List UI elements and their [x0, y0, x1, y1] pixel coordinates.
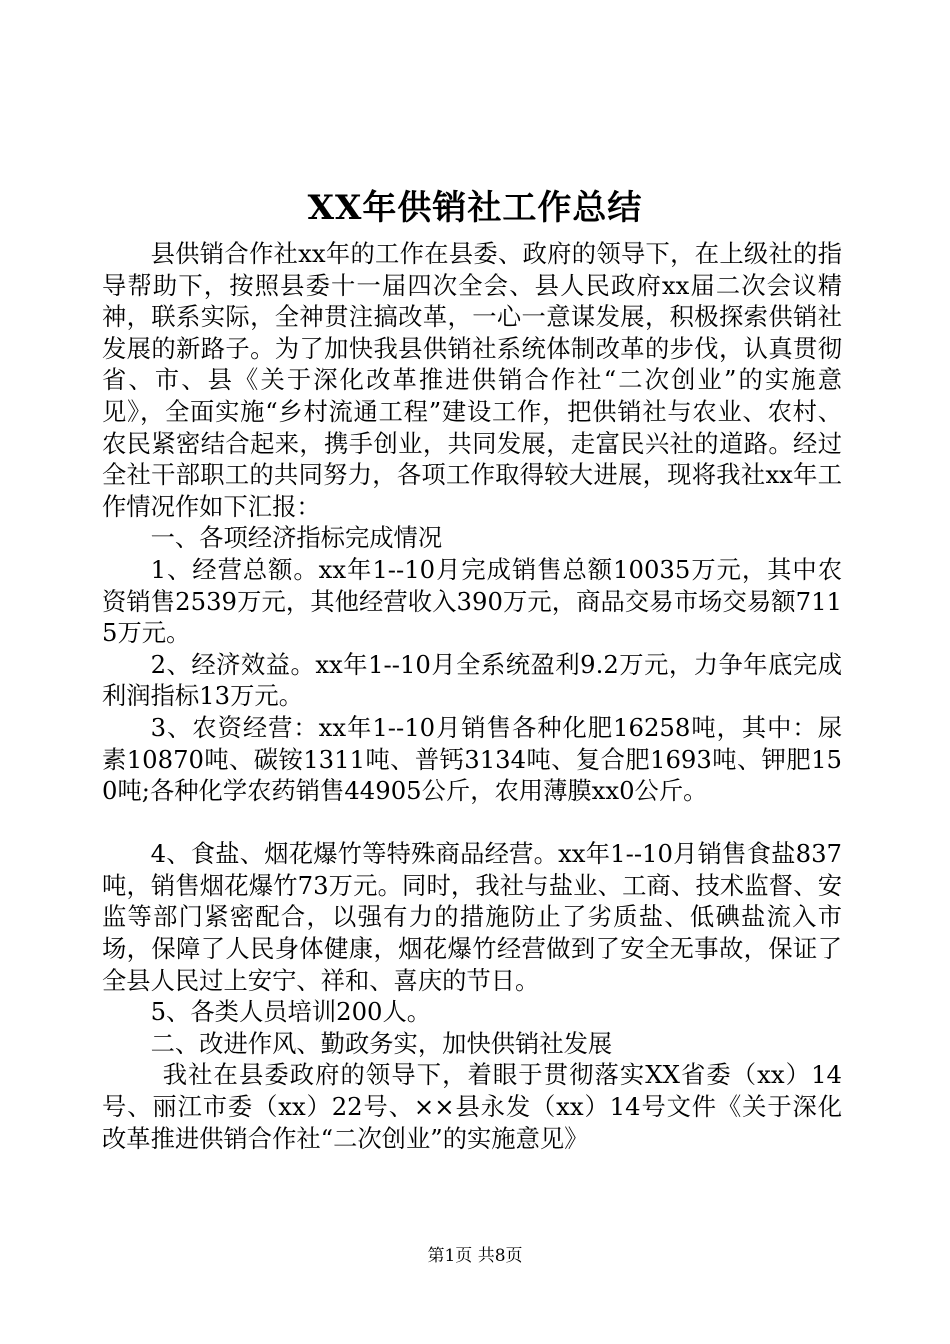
item-paragraph-2: 2、经济效益。xx年1--10月全系统盈利9.2万元，力争年底完成利润指标13万元。: [102, 649, 842, 711]
section-heading-1: 一、各项经济指标完成情况: [150, 523, 443, 553]
item-paragraph-4: 4、食盐、烟花爆竹等特殊商品经营。xx年1--10月销售食盐837吨，销售烟花爆竹73万元。同时，我社与盐业、工商、技术监督、安监等部门紧密配合，以强有力的措施防止了劣质盐、低碘盐流入市场，保障了人民身体健康，烟花爆竹经营做到了安全无事故，保证了全县人民过上安宁、祥和、喜庆的节日。: [102, 839, 842, 995]
document-title: XX年供销社工作总结: [307, 188, 643, 228]
item-paragraph-3: 3、农资经营：xx年1--10月销售各种化肥16258吨，其中：尿素10870吨、碳铵1311吨、普钙3134吨、复合肥1693吨、钾肥150吨;各种化学农药销售44905公斤，农用薄膜xx0公斤。: [102, 712, 842, 806]
page-footer: 第1页 共8页: [427, 1246, 523, 1266]
intro-paragraph: 县供销合作社xx年的工作在县委、政府的领导下，在上级社的指导帮助下，按照县委十一届四次全会、县人民政府xx届二次会议精神，联系实际，全神贯注搞改革，一心一意谋发展，积极探索供销社发展的新路子。为了加快我县供销社系统体制改革的步伐，认真贯彻省、市、县《关于深化改革推进供销合作社“二次创业”的实施意见》，全面实施“乡村流通工程”建设工作，把供销社与农业、农村、农民紧密结合起来，携手创业，共同发展，走富民兴社的道路。经过全社干部职工的共同努力，各项工作取得较大进展，现将我社xx年工作情况作如下汇报：: [102, 239, 842, 521]
section-2-paragraph: 我社在县委政府的领导下，着眼于贯彻落实XX省委（xx）14号、丽江市委（xx）22号、××县永发（xx）14号文件《关于深化改革推进供销合作社“二次创业”的实施意见》: [102, 1060, 842, 1153]
item-paragraph-5: 5、各类人员培训200人。: [150, 997, 432, 1027]
item-paragraph-1: 1、经营总额。xx年1--10月完成销售总额10035万元，其中农资销售2539万元，其他经营收入390万元，商品交易市场交易额7115万元。: [102, 554, 842, 648]
document-body: [102, 238, 842, 1154]
section-heading-2: 二、改进作风、勤政务实，加快供销社发展: [150, 1028, 613, 1058]
